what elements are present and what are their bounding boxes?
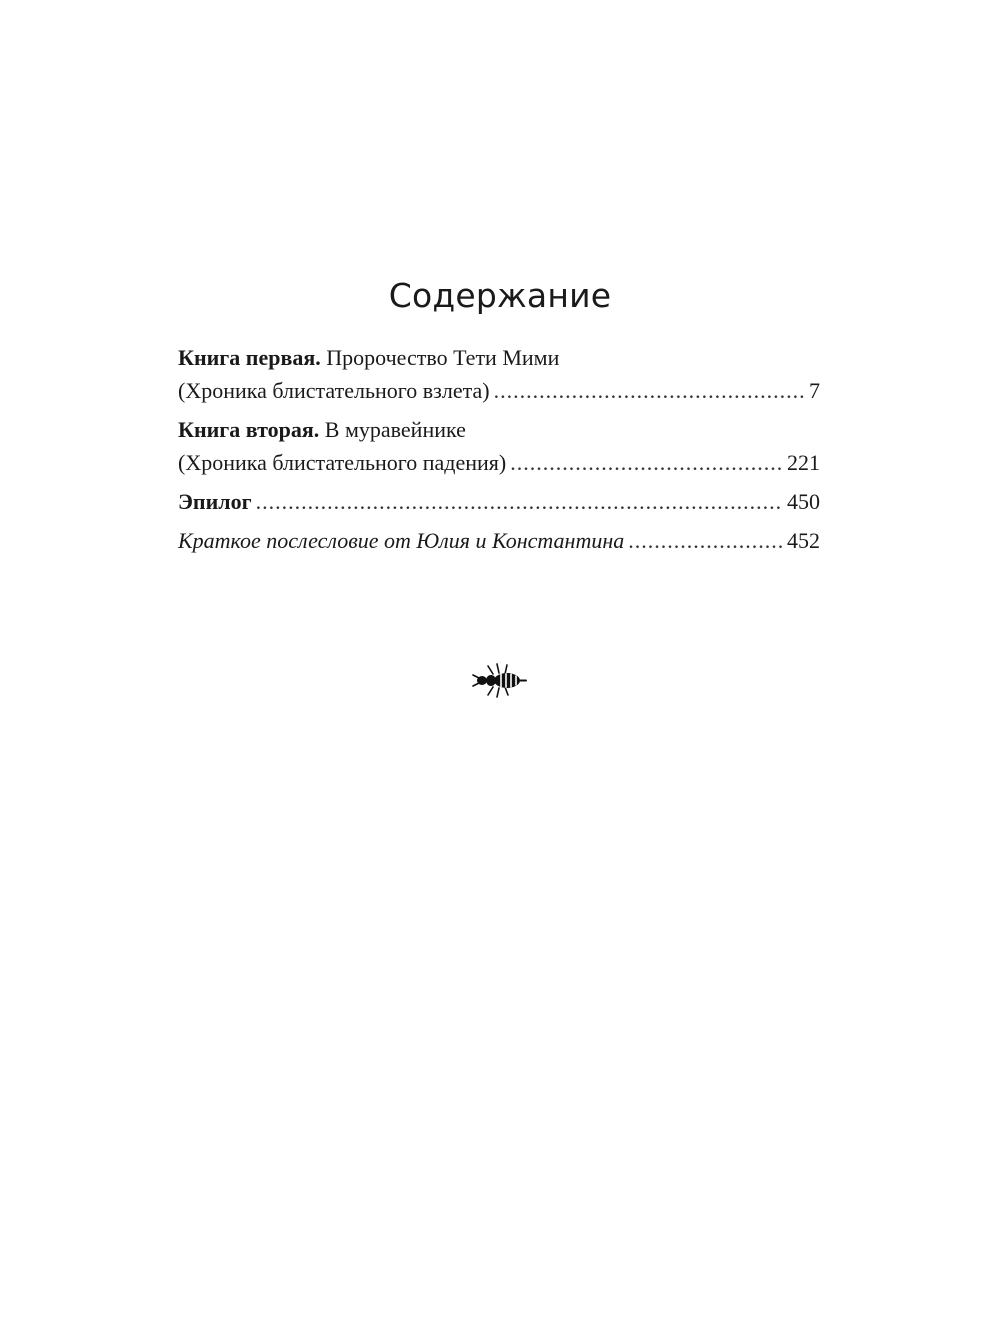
toc-entry-subtitle: (Хроника блистательного взлета) <box>178 378 490 403</box>
page-number: 221 <box>787 450 820 475</box>
dot-leader <box>494 374 805 407</box>
dot-leader <box>256 485 783 518</box>
toc-entry-book-two[interactable] <box>178 413 820 479</box>
toc-entry-heading <box>178 413 820 446</box>
bee-ornament-icon <box>469 660 529 700</box>
page-number: 452 <box>787 528 820 553</box>
page-number: 450 <box>787 489 820 514</box>
toc-entry-subtitle: (Хроника блистательного падения) <box>178 450 507 475</box>
toc-entry-label <box>178 485 252 518</box>
toc-entry-subtitle-line <box>178 446 820 479</box>
toc-entry-epilogue[interactable] <box>178 485 820 518</box>
afterword-label: Краткое послесловие от Юлия и Константина <box>178 528 625 553</box>
book-name: В муравейнике <box>324 417 466 442</box>
toc-entry-afterword[interactable] <box>178 524 820 557</box>
toc-entry-line <box>178 524 820 557</box>
toc-entry-line <box>178 485 820 518</box>
epilogue-label: Эпилог <box>178 489 252 514</box>
book-name: Пророчество Тети Мими <box>326 345 560 370</box>
table-of-contents <box>178 341 820 557</box>
dot-leader <box>628 524 783 557</box>
book-number-bold: Книга первая. <box>178 345 321 370</box>
page-number: 7 <box>809 378 820 403</box>
page-title: Содержание <box>388 276 612 315</box>
toc-entry-subtitle-line <box>178 374 820 407</box>
toc-entry-label <box>178 413 466 446</box>
toc-entry-book-one[interactable] <box>178 341 820 407</box>
toc-entry-label <box>178 341 559 374</box>
book-number-bold: Книга вторая. <box>178 417 320 442</box>
dot-leader <box>510 446 783 479</box>
toc-entry-heading <box>178 341 820 374</box>
